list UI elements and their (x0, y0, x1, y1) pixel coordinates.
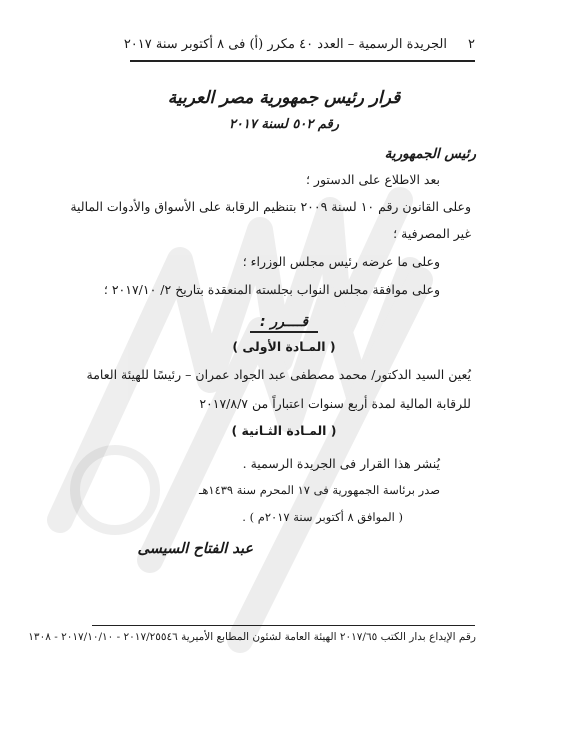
issued-line: صدر برئاسة الجمهورية فى ١٧ المحرم سنة ١٤٣٩هـ (198, 483, 440, 497)
page-number: ٢ (468, 37, 475, 52)
header-text: الجريدة الرسمية – العدد ٤٠ مكرر (أ) فى ٨ أكتوبر سنة ٢٠١٧ (123, 37, 447, 52)
decree-title: قرار رئيس جمهورية مصر العربية (167, 88, 401, 108)
preamble-line: غير المصرفية ؛ (393, 226, 471, 241)
preamble-line: بعد الاطلاع على الدستور ؛ (305, 172, 440, 187)
decided-text: قــــرر : (250, 314, 318, 333)
footer-text: رقم الإيداع بدار الكتب ٢٠١٧/٦٥ الهيئة العامة لشئون المطابع الأميرية ٢٠١٧/٢٥٥٤٦ - ٢٠١٧/١٠/١٠ - ١٣٠٨ (28, 631, 476, 643)
article-1-title: ( المـادة الأولى ) (232, 339, 336, 354)
issuer-heading: رئيس الجمهورية (384, 146, 476, 162)
preamble-line: وعلى موافقة مجلس النواب بجلسته المنعقدة بتاريخ ٢/ ٢٠١٧/١٠ ؛ (103, 282, 440, 297)
decided-heading (0, 314, 568, 333)
corresponding-date: ( الموافق ٨ أكتوبر سنة ٢٠١٧م ) . (242, 510, 403, 524)
article-1-line: يُعين السيد الدكتور/ محمد مصطفى عبد الجواد عمران – رئيسًا للهيئة العامة (86, 367, 471, 382)
decree-number: رقم ٥٠٢ لسنة ٢٠١٧ (228, 117, 340, 132)
preamble-line: وعلى القانون رقم ١٠ لسنة ٢٠٠٩ بتنظيم الرقابة على الأسواق والأدوات المالية (70, 199, 471, 214)
article-2-line: يُنشر هذا القرار فى الجريدة الرسمية . (242, 456, 440, 471)
article-2-title: ( المـادة الثـانية ) (231, 423, 337, 438)
header-rule (130, 60, 475, 62)
preamble-line: وعلى ما عرضه رئيس مجلس الوزراء ؛ (242, 254, 440, 269)
signature: عبد الفتاح السيسى (137, 541, 253, 557)
article-1-line: للرقابة المالية لمدة أربع سنوات اعتباراً من ٢٠١٧/٨/٧ (199, 396, 471, 411)
footer-rule (92, 625, 475, 626)
